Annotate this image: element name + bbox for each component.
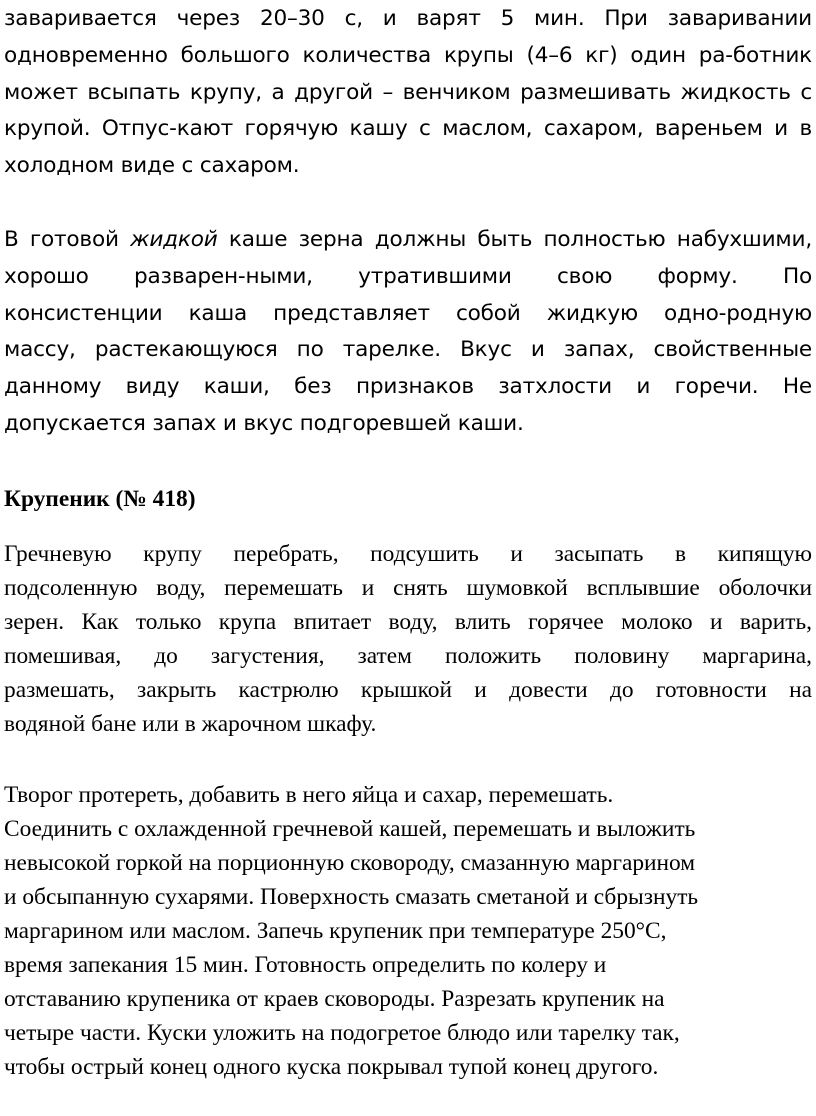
italic-term: жидкой — [130, 227, 218, 252]
paragraph-recipe-steps — [4, 537, 812, 741]
text-line: и обсыпанную сухарями. Поверхность смазать сметаной и сбрызнуть — [4, 884, 699, 910]
paragraph-cooking-method — [4, 1, 812, 185]
paragraph-baking-steps — [4, 778, 812, 1084]
text-line: маргарином или маслом. Запечь крупеник при температуре 250°С, — [4, 918, 667, 944]
text-line: допускается запах и вкус подгоревшей каши. — [4, 410, 524, 436]
text-line: невысокой горкой на порционную сковороду, смазанную маргарином — [4, 850, 696, 876]
text-line: размешать, закрыть кастрюлю крышкой и довести до готовности на — [4, 677, 812, 703]
text-line: четыре части. Куски уложить на подогретое блюдо или тарелку так, — [4, 1020, 680, 1046]
text-line: может всыпать крупу, а другой – венчиком размешивать жидкость с — [4, 79, 812, 105]
text-line: подсоленную воду, перемешать и снять шумовкой всплывшие оболочки — [4, 575, 812, 601]
text-line: отставанию крупеника от краев сковороды. Разрезать крупеник на — [4, 986, 665, 1012]
paragraph-quality-requirements — [4, 222, 812, 443]
text-fragment: каше зерна должны быть полностью набухшими, — [217, 227, 812, 252]
text-fragment: В готовой — [4, 227, 131, 252]
text-line: Гречневую крупу перебрать, подсушить и засыпать в кипящую — [4, 541, 812, 567]
text-line: данному виду каши, без признаков затхлости и горечи. Не — [4, 374, 812, 400]
text-line — [4, 222, 812, 259]
text-line: массу, растекающуюся по тарелке. Вкус и запах, свойственные — [4, 337, 812, 363]
text-line: консистенции каша представляет собой жидкую одно-родную — [4, 300, 812, 326]
text-line: крупой. Отпус-кают горячую кашу с маслом, сахаром, вареньем и в — [4, 116, 812, 142]
text-line: хорошо разварен-ными, утратившими свою форму. По — [4, 263, 812, 289]
text-line: одновременно большого количества крупы (4–6 кг) один ра-ботник — [4, 42, 812, 68]
text-line: зерен. Как только крупа впитает воду, влить горячее молоко и варить, — [4, 609, 812, 635]
text-line: чтобы острый конец одного куска покрывал тупой конец другого. — [4, 1054, 659, 1080]
text-line: холодном виде с сахаром. — [4, 153, 300, 179]
text-line: время запекания 15 мин. Готовность определить по колеру и — [4, 952, 607, 978]
text-line: Соединить с охлажденной гречневой кашей, перемешать и выложить — [4, 816, 696, 842]
text-line: Творог протереть, добавить в него яйца и сахар, перемешать. — [4, 782, 614, 808]
text-line: помешивая, до загустения, затем положить половину маргарина, — [4, 643, 812, 669]
text-line: водяной бане или в жарочном шкафу. — [4, 711, 377, 737]
recipe-heading: Крупеник (№ 418) — [4, 486, 196, 512]
text-line: заваривается через 20–30 с, и варят 5 мин. При заваривании — [4, 6, 812, 31]
